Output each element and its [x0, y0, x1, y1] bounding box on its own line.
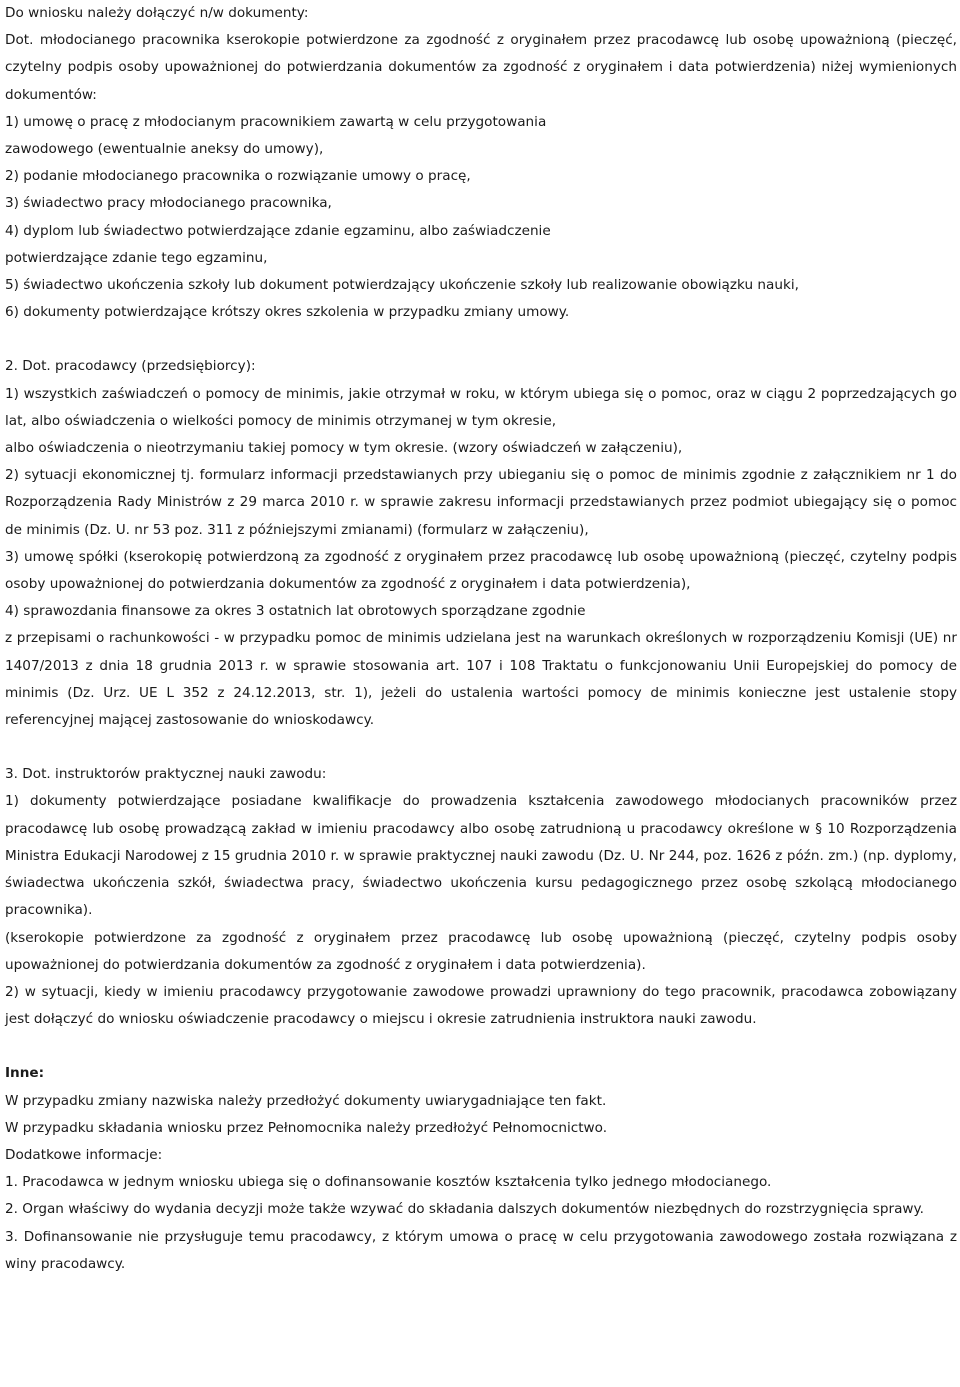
section-other: [5, 1060, 957, 1278]
financial-statements-item-continued: z przepisami o rachunkowości - w przypadku pomoc de minimis udzielana jest na warunkach określonych w rozporządzeniu Komisji (UE) nr 1407/2013 z dnia 18 grudnia 2013 r. w sprawie stosowania art. 107 i 108 Traktatu o funkcjonowaniu Unii Europejskiej do pomocy de minimis (Dz. Urz. UE L 352 z 24.12.2013, str. 1), jeżeli do ustalenia wartości pomocy de minimis konieczne jest ustalenie stopy referencyjnej mającej zastosowanie do wnioskodawcy.: [5, 630, 957, 729]
list-item: zawodowego (ewentualnie aneksy do umowy),: [5, 141, 324, 158]
list-item: 2) podanie młodocianego pracownika o rozwiązanie umowy o pracę,: [5, 168, 471, 185]
list-item: 5) świadectwo ukończenia szkoły lub dokument potwierdzający ukończenie szkoły lub realizowanie obowiązku nauki,: [5, 277, 799, 294]
de-minimis-item: 1) wszystkich zaświadczeń o pomocy de minimis, jakie otrzymał w roku, w którym ubiega się o pomoc, oraz w ciągu 2 poprzedzających go lat, albo oświadczenia o wielkości pomocy de minimis otrzymanej w tym okresie,: [5, 385, 957, 429]
spacer: [5, 1033, 957, 1060]
financial-statements-item: 4) sprawozdania finansowe za okres 3 ostatnich lat obrotowych sporządzane zgodnie: [5, 603, 586, 620]
info-item: 2. Organ właściwy do wydania decyzji może także wzywać do składania dalszych dokumentów niezbędnych do rozstrzygnięcia sprawy.: [5, 1201, 924, 1218]
other-line: W przypadku składania wniosku przez Pełnomocnika należy przedłożyć Pełnomocnictwo.: [5, 1119, 608, 1136]
info-item: 3. Dofinansowanie nie przysługuje temu pracodawcy, z którym umowa o pracę w celu przygotowania zawodowego została rozwiązana z winy pracodawcy.: [5, 1228, 957, 1272]
other-line: W przypadku zmiany nazwiska należy przedłożyć dokumenty uwiarygadniające ten fakt.: [5, 1092, 607, 1109]
section-instructors: [5, 761, 957, 1033]
other-heading: Inne:: [5, 1065, 45, 1082]
company-agreement-item: 3) umowę spółki (kserokopię potwierdzoną za zgodność z oryginałem przez pracodawcę lub osobę upoważnioną (pieczęć, czytelny podpis osoby upoważnionej do potwierdzania dokumentów za zgodność z oryginałem i data potwierdzenia),: [5, 548, 957, 593]
info-item: 1. Pracodawca w jednym wniosku ubiega się o dofinansowanie kosztów kształcenia tylko jednego młodocianego.: [5, 1174, 772, 1191]
economic-situation-item: 2) sytuacji ekonomicznej tj. formularz informacji przedstawianych przy ubieganiu się o pomoc de minimis zgodnie z załącznikiem nr 1 do Rozporządzenia Rady Ministrów z 29 marca 2010 r. w sprawie zakresu informacji przedstawianych przez podmiot ubiegający się o pomoc de minimis (Dz. U. nr 53 poz. 311 z późniejszymi zmianami) (formularz w załączeniu),: [5, 467, 957, 538]
spacer: [5, 734, 957, 761]
list-item: 1) umowę o pracę z młodocianym pracownikiem zawartą w celu przygotowania: [5, 113, 547, 130]
employee-instructor-item: 2) w sytuacji, kiedy w imieniu pracodawcy przygotowanie zawodowe prowadzi uprawniony do tego pracownik, pracodawca zobowiązany jest dołączyć do wniosku oświadczenie pracodawcy o miejscu i okresie zatrudnienia instruktora nauki zawodu.: [5, 983, 957, 1028]
section-documents-juvenile: [5, 0, 957, 326]
intro-text: Do wniosku należy dołączyć n/w dokumenty:: [5, 5, 309, 21]
juvenile-worker-paragraph: Dot. młodocianego pracownika kserokopie potwierdzone za zgodność z oryginałem przez pracodawcę lub osobę upoważnioną (pieczęć, czytelny podpis osoby upoważnionej do potwierdzania dokumentów za zgodność z oryginałem i data potwierdzenia) niżej wymienionych dokumentów:: [5, 32, 957, 103]
list-item: 4) dyplom lub świadectwo potwierdzające zdanie egzaminu, albo zaświadczenie: [5, 222, 551, 239]
qualifications-item: 1) dokumenty potwierdzające posiadane kwalifikacje do prowadzenia kształcenia zawodowego młodocianych pracowników przez pracodawcę lub osobę prowadzącą zakład w imieniu pracodawcy albo osobę zatrudnioną u pracodawcy określone w § 10 Rozporządzenia Ministra Edukacji Narodowej z 15 grudnia 2010 r. w sprawie praktycznej nauki zawodu (Dz. U. Nr 244, poz. 1626 z późn. zm.) (np. dyplomy, świadectwa ukończenia szkół, świadectwa pracy, świadectwo ukończenia kursu pedagogicznego przez osobę szkolącą młodocianego pracownika).: [5, 793, 957, 919]
section-heading: 2. Dot. pracodawcy (przedsiębiorcy):: [5, 358, 256, 375]
list-item: 6) dokumenty potwierdzające krótszy okres szkolenia w przypadku zmiany umowy.: [5, 304, 570, 321]
additional-info-heading: Dodatkowe informacje:: [5, 1146, 163, 1163]
list-item: potwierdzające zdanie tego egzaminu,: [5, 249, 268, 266]
section-heading: 3. Dot. instruktorów praktycznej nauki zawodu:: [5, 766, 327, 783]
qualifications-item-continued: (kserokopie potwierdzone za zgodność z oryginałem przez pracodawcę lub osobę upoważnioną (pieczęć, czytelny podpis osoby upoważnionej do potwierdzania dokumentów za zgodność z oryginałem i data potwierdzenia).: [5, 929, 957, 973]
de-minimis-item-continued: albo oświadczenia o nieotrzymaniu takiej pomocy w tym okresie. (wzory oświadczeń w załączeniu),: [5, 440, 683, 457]
spacer: [5, 326, 957, 353]
section-employer: [5, 353, 957, 734]
list-item: 3) świadectwo pracy młodocianego pracownika,: [5, 195, 332, 212]
